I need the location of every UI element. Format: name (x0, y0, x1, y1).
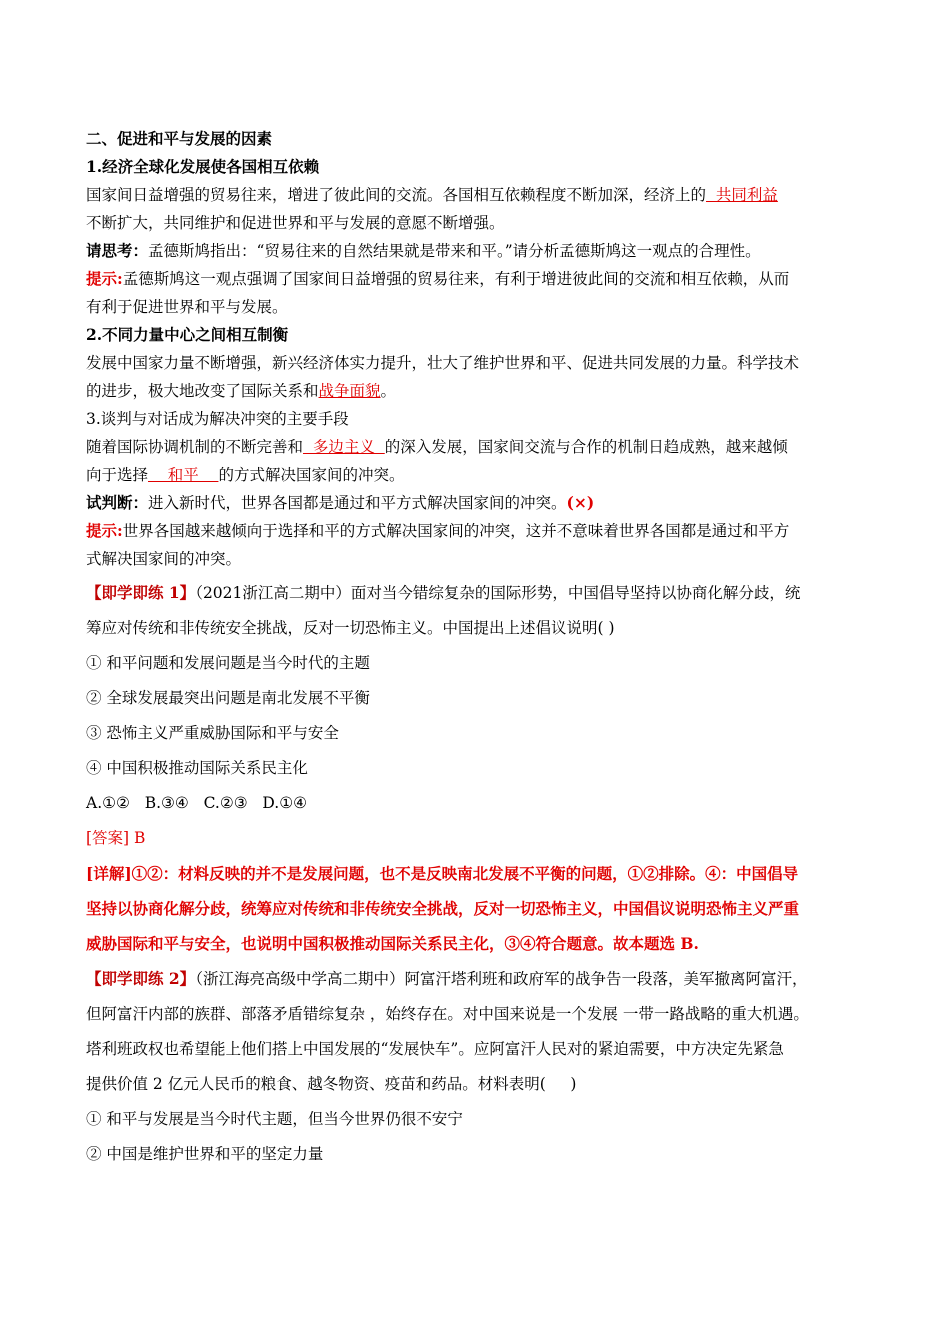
exercise-1-option-3: ③ 恐怖主义严重威胁国际和平与安全 (86, 724, 339, 742)
point-2-line-2 (86, 377, 866, 405)
point-3-text-d: 的方式解决国家间的冲突。 (218, 466, 405, 484)
judge-label: 试判断： (86, 493, 149, 512)
point-3-line-1 (86, 433, 866, 461)
hint-2-text: 世界各国越来越倾向于选择和平的方式解决国家间的冲突，这并不意味着世界各国都是通过和平方 (122, 522, 790, 540)
judge-mark: (×) (566, 493, 595, 512)
point-2-text-b: 。 (380, 382, 397, 400)
think-question (86, 237, 866, 265)
hint-1-line-2: 有利于促进世界和平与发展。 (86, 298, 288, 316)
point-1-text-a: 国家间日益增强的贸易往来，增进了彼此间的交流。各国相互依赖程度不断加深，经济上的 (86, 186, 707, 204)
exercise-1-option-2: ② 全球发展最突出问题是南北发展不平衡 (86, 689, 370, 707)
fill-blank-war-face: 战争面貌 (318, 382, 381, 400)
point-1-line-2: 不断扩大，共同维护和促进世界和平与发展的意愿不断增强。 (86, 214, 505, 232)
point-3-line-2 (86, 461, 866, 489)
section-title: 二、促进和平与发展的因素 (86, 129, 273, 148)
exercise-1-line-2: 筹应对传统和非传统安全挑战，反对一切恐怖主义。中国提出上述倡议说明( ) (86, 619, 615, 637)
judge-text: 进入新时代，世界各国都是通过和平方式解决国家间的冲突。 (148, 494, 567, 512)
exercise-1-detail-2: 坚持以协商化解分歧，统筹应对传统和非传统安全挑战，反对一切恐怖主义，中国倡议说明恐怖主义严重 (86, 899, 800, 918)
point-3-text-a: 随着国际协调机制的不断完善和 (86, 438, 304, 456)
hint-1-text: 孟德斯鸠这一观点强调了国家间日益增强的贸易往来，有利于增进彼此间的交流和相互依赖，从而 (122, 270, 790, 288)
exercise-2-option-2: ② 中国是维护世界和平的坚定力量 (86, 1145, 324, 1163)
hint-2-label: 提示: (86, 521, 123, 540)
fill-blank-common-interest: 共同利益 (706, 186, 778, 204)
exercise-1-detail-1: [详解]①②：材料反映的并不是发展问题，也不是反映南北发展不平衡的问题，①②排除。④：中国倡导 (86, 864, 799, 883)
point-3-text-b: 的深入发展，国家间交流与合作的机制日趋成熟，越来越倾 (384, 438, 788, 456)
exercise-2-line-4: 提供价值 2 亿元人民币的粮食、越冬物资、疫苗和药品。材料表明( ) (86, 1075, 577, 1093)
point-2-text-a: 的进步，极大地改变了国际关系和 (86, 382, 319, 400)
exercise-2-line-2: 但阿富汗内部的族群、部落矛盾错综复杂 ，始终存在。对中国来说是一个发展 一带一路战略的重大机遇。 (86, 1005, 809, 1023)
exercise-1-choices: A.①② B.③④ C.②③ D.①④ (86, 794, 307, 812)
hint-2-line-1 (86, 517, 866, 545)
think-text: 孟德斯鸠指出：“贸易往来的自然结果就是带来和平。”请分析孟德斯鸠这一观点的合理性。 (148, 242, 761, 260)
exercise-2-line-3: 塔利班政权也希望能上他们搭上中国发展的“发展快车”。应阿富汗人民对的紧迫需要，中方决定先紧急 (86, 1040, 784, 1058)
judge-question (86, 489, 866, 517)
point-1-line-1 (86, 181, 866, 209)
fill-blank-multilateralism: 多边主义 (303, 438, 385, 456)
exercise-1-line-1 (86, 575, 866, 611)
point-3-text-c: 向于选择 (86, 466, 149, 484)
point-1-title: 1.经济全球化发展使各国相互依赖 (86, 157, 320, 176)
hint-1-line-1 (86, 265, 866, 293)
exercise-1-label: 【即学即练 1】 (86, 583, 196, 602)
document-page (86, 125, 866, 1172)
hint-2-line-2: 式解决国家间的冲突。 (86, 550, 242, 568)
exercise-1-answer: [答案] B (86, 829, 146, 847)
point-2-title: 2.不同力量中心之间相互制衡 (86, 325, 289, 344)
hint-1-label: 提示: (86, 269, 123, 288)
exercise-2-option-1: ① 和平与发展是当今时代主题，但当今世界仍很不安宁 (86, 1110, 463, 1128)
exercise-2-line-1 (86, 961, 866, 997)
point-3-title: 3.谈判与对话成为解决冲突的主要手段 (86, 410, 349, 428)
exercise-1-option-1: ① 和平问题和发展问题是当今时代的主题 (86, 654, 370, 672)
fill-blank-peace: 和平 (148, 466, 219, 484)
exercise-1-text: （2021浙江高二期中）面对当今错综复杂的国际形势，中国倡导坚持以协商化解分歧，统 (195, 584, 801, 602)
exercise-2-text: （浙江海亮高级中学高二期中）阿富汗塔利班和政府军的战争告一段落，美军撤离阿富汗， (195, 970, 808, 988)
exercise-2-label: 【即学即练 2】 (86, 969, 196, 988)
exercise-1-option-4: ④ 中国积极推动国际关系民主化 (86, 759, 308, 777)
think-label: 请思考： (86, 241, 149, 260)
exercise-1-detail-3: 威胁国际和平与安全，也说明中国积极推动国际关系民主化，③④符合题意。故本题选 B. (86, 934, 699, 953)
point-2-line-1: 发展中国家力量不断增强，新兴经济体实力提升，壮大了维护世界和平、促进共同发展的力量。科学技术 (86, 354, 800, 372)
